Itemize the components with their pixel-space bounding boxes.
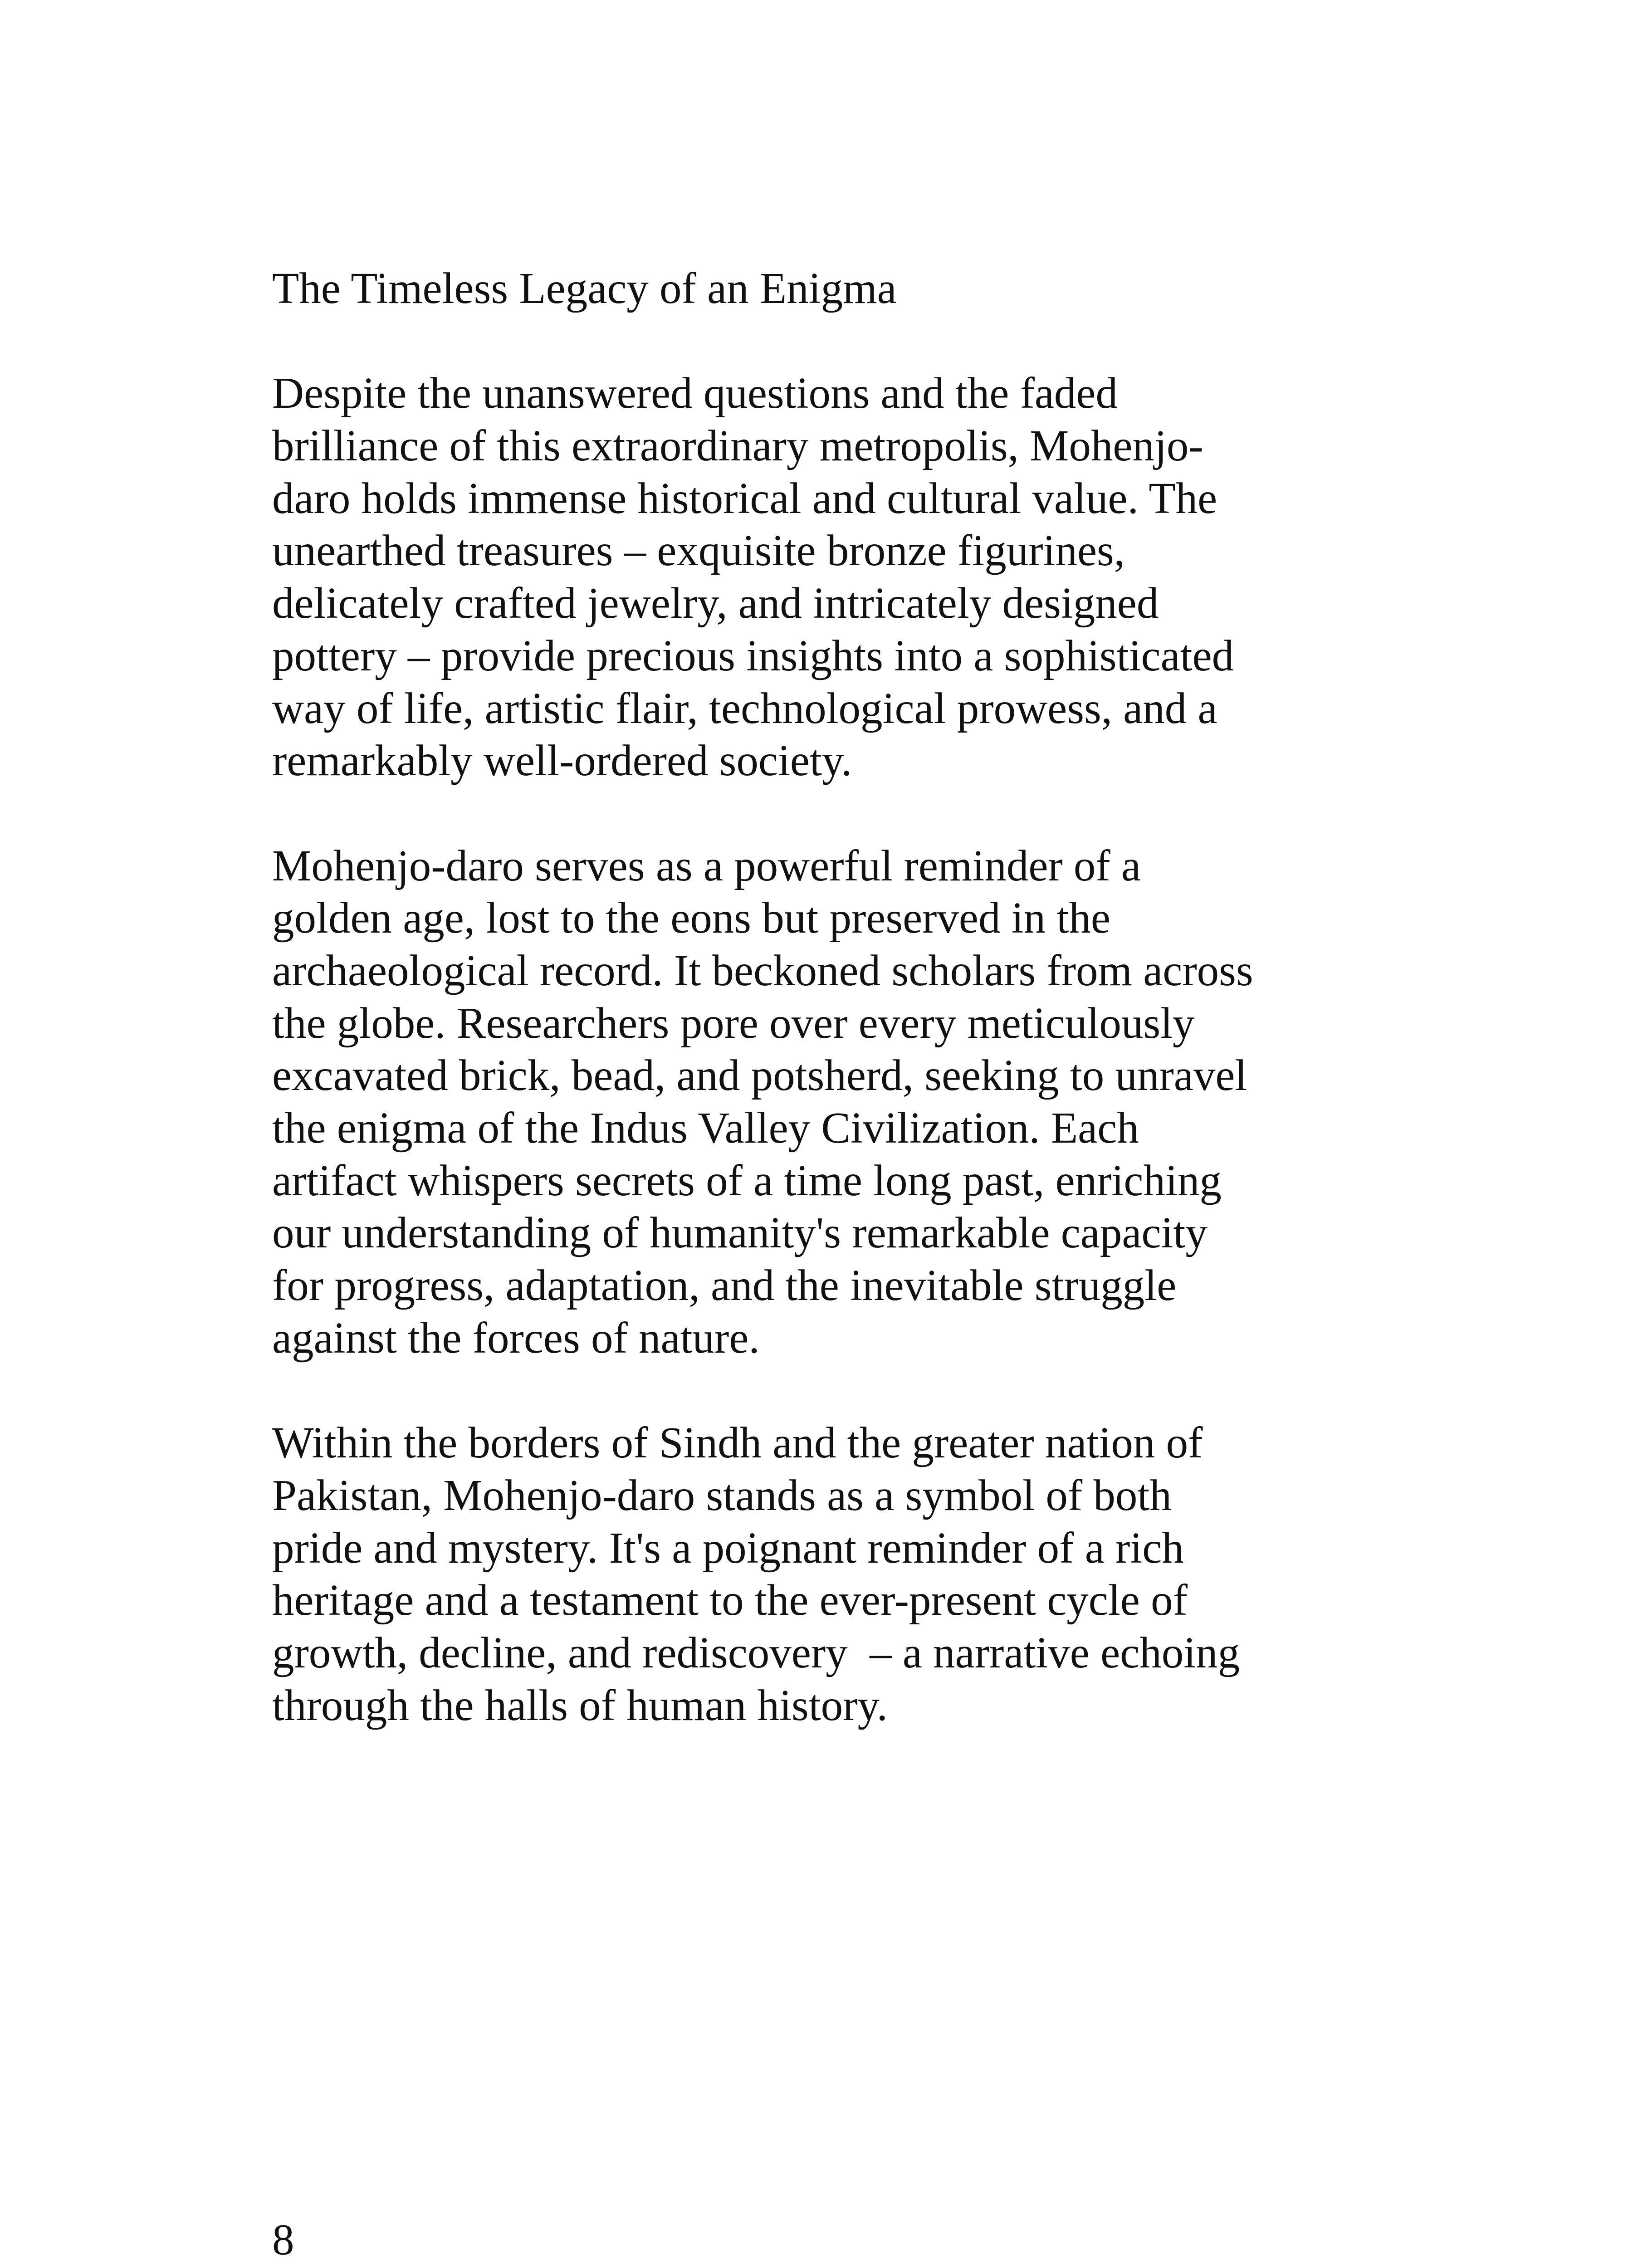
paragraph-line: delicately crafted jewelry, and intricately designed: [272, 579, 1159, 628]
paragraph-line: against the forces of nature.: [272, 1313, 760, 1362]
paragraph-line: Despite the unanswered questions and the faded: [272, 369, 1118, 418]
paragraph-line: way of life, artistic flair, technological prowess, and a: [272, 684, 1217, 733]
section-title: The Timeless Legacy of an Enigma: [272, 264, 897, 313]
text-block: [272, 262, 1315, 1731]
paragraph-line: heritage and a testament to the ever-present cycle of: [272, 1576, 1188, 1625]
paragraph-line: Pakistan, Mohenjo-daro stands as a symbol of both: [272, 1471, 1172, 1520]
paragraph-line: unearthed treasures – exquisite bronze figurines,: [272, 526, 1125, 575]
page-number: 8: [272, 2215, 294, 2264]
paragraph-line: daro holds immense historical and cultural value. The: [272, 474, 1217, 523]
paragraph-line: pride and mystery. It's a poignant reminder of a rich: [272, 1523, 1184, 1572]
paragraph-line: for progress, adaptation, and the inevitable struggle: [272, 1261, 1177, 1310]
paragraph-line: Mohenjo-daro serves as a powerful reminder of a: [272, 841, 1141, 890]
paragraph-line: pottery – provide precious insights into a sophisticated: [272, 631, 1234, 680]
paragraph-line: the enigma of the Indus Valley Civilization. Each: [272, 1104, 1139, 1152]
paragraph-line: artifact whispers secrets of a time long past, enriching: [272, 1156, 1222, 1205]
paragraph-gap: [272, 315, 1315, 367]
paragraph-line: our understanding of humanity's remarkable capacity: [272, 1208, 1208, 1257]
paragraph-line: growth, decline, and rediscovery – a narrative echoing: [272, 1628, 1240, 1677]
paragraph-line: the globe. Researchers pore over every meticulously: [272, 998, 1195, 1047]
paragraph-gap: [272, 1364, 1315, 1417]
paragraph-line: excavated brick, bead, and potsherd, seeking to unravel: [272, 1051, 1247, 1100]
paragraph-line: Within the borders of Sindh and the greater nation of: [272, 1418, 1203, 1467]
paragraph-gap: [272, 787, 1315, 840]
paragraph-line: through the halls of human history.: [272, 1681, 888, 1730]
paragraph-line: remarkably well-ordered society.: [272, 736, 852, 785]
paragraph-line: golden age, lost to the eons but preserved in the: [272, 894, 1110, 943]
paragraph-3: [272, 1417, 1315, 1731]
paragraph-line: brilliance of this extraordinary metropolis, Mohenjo-: [272, 421, 1203, 470]
paragraph-2: [272, 840, 1315, 1364]
paragraph-line: archaeological record. It beckoned scholars from across: [272, 946, 1253, 995]
paragraph-1: [272, 367, 1315, 787]
